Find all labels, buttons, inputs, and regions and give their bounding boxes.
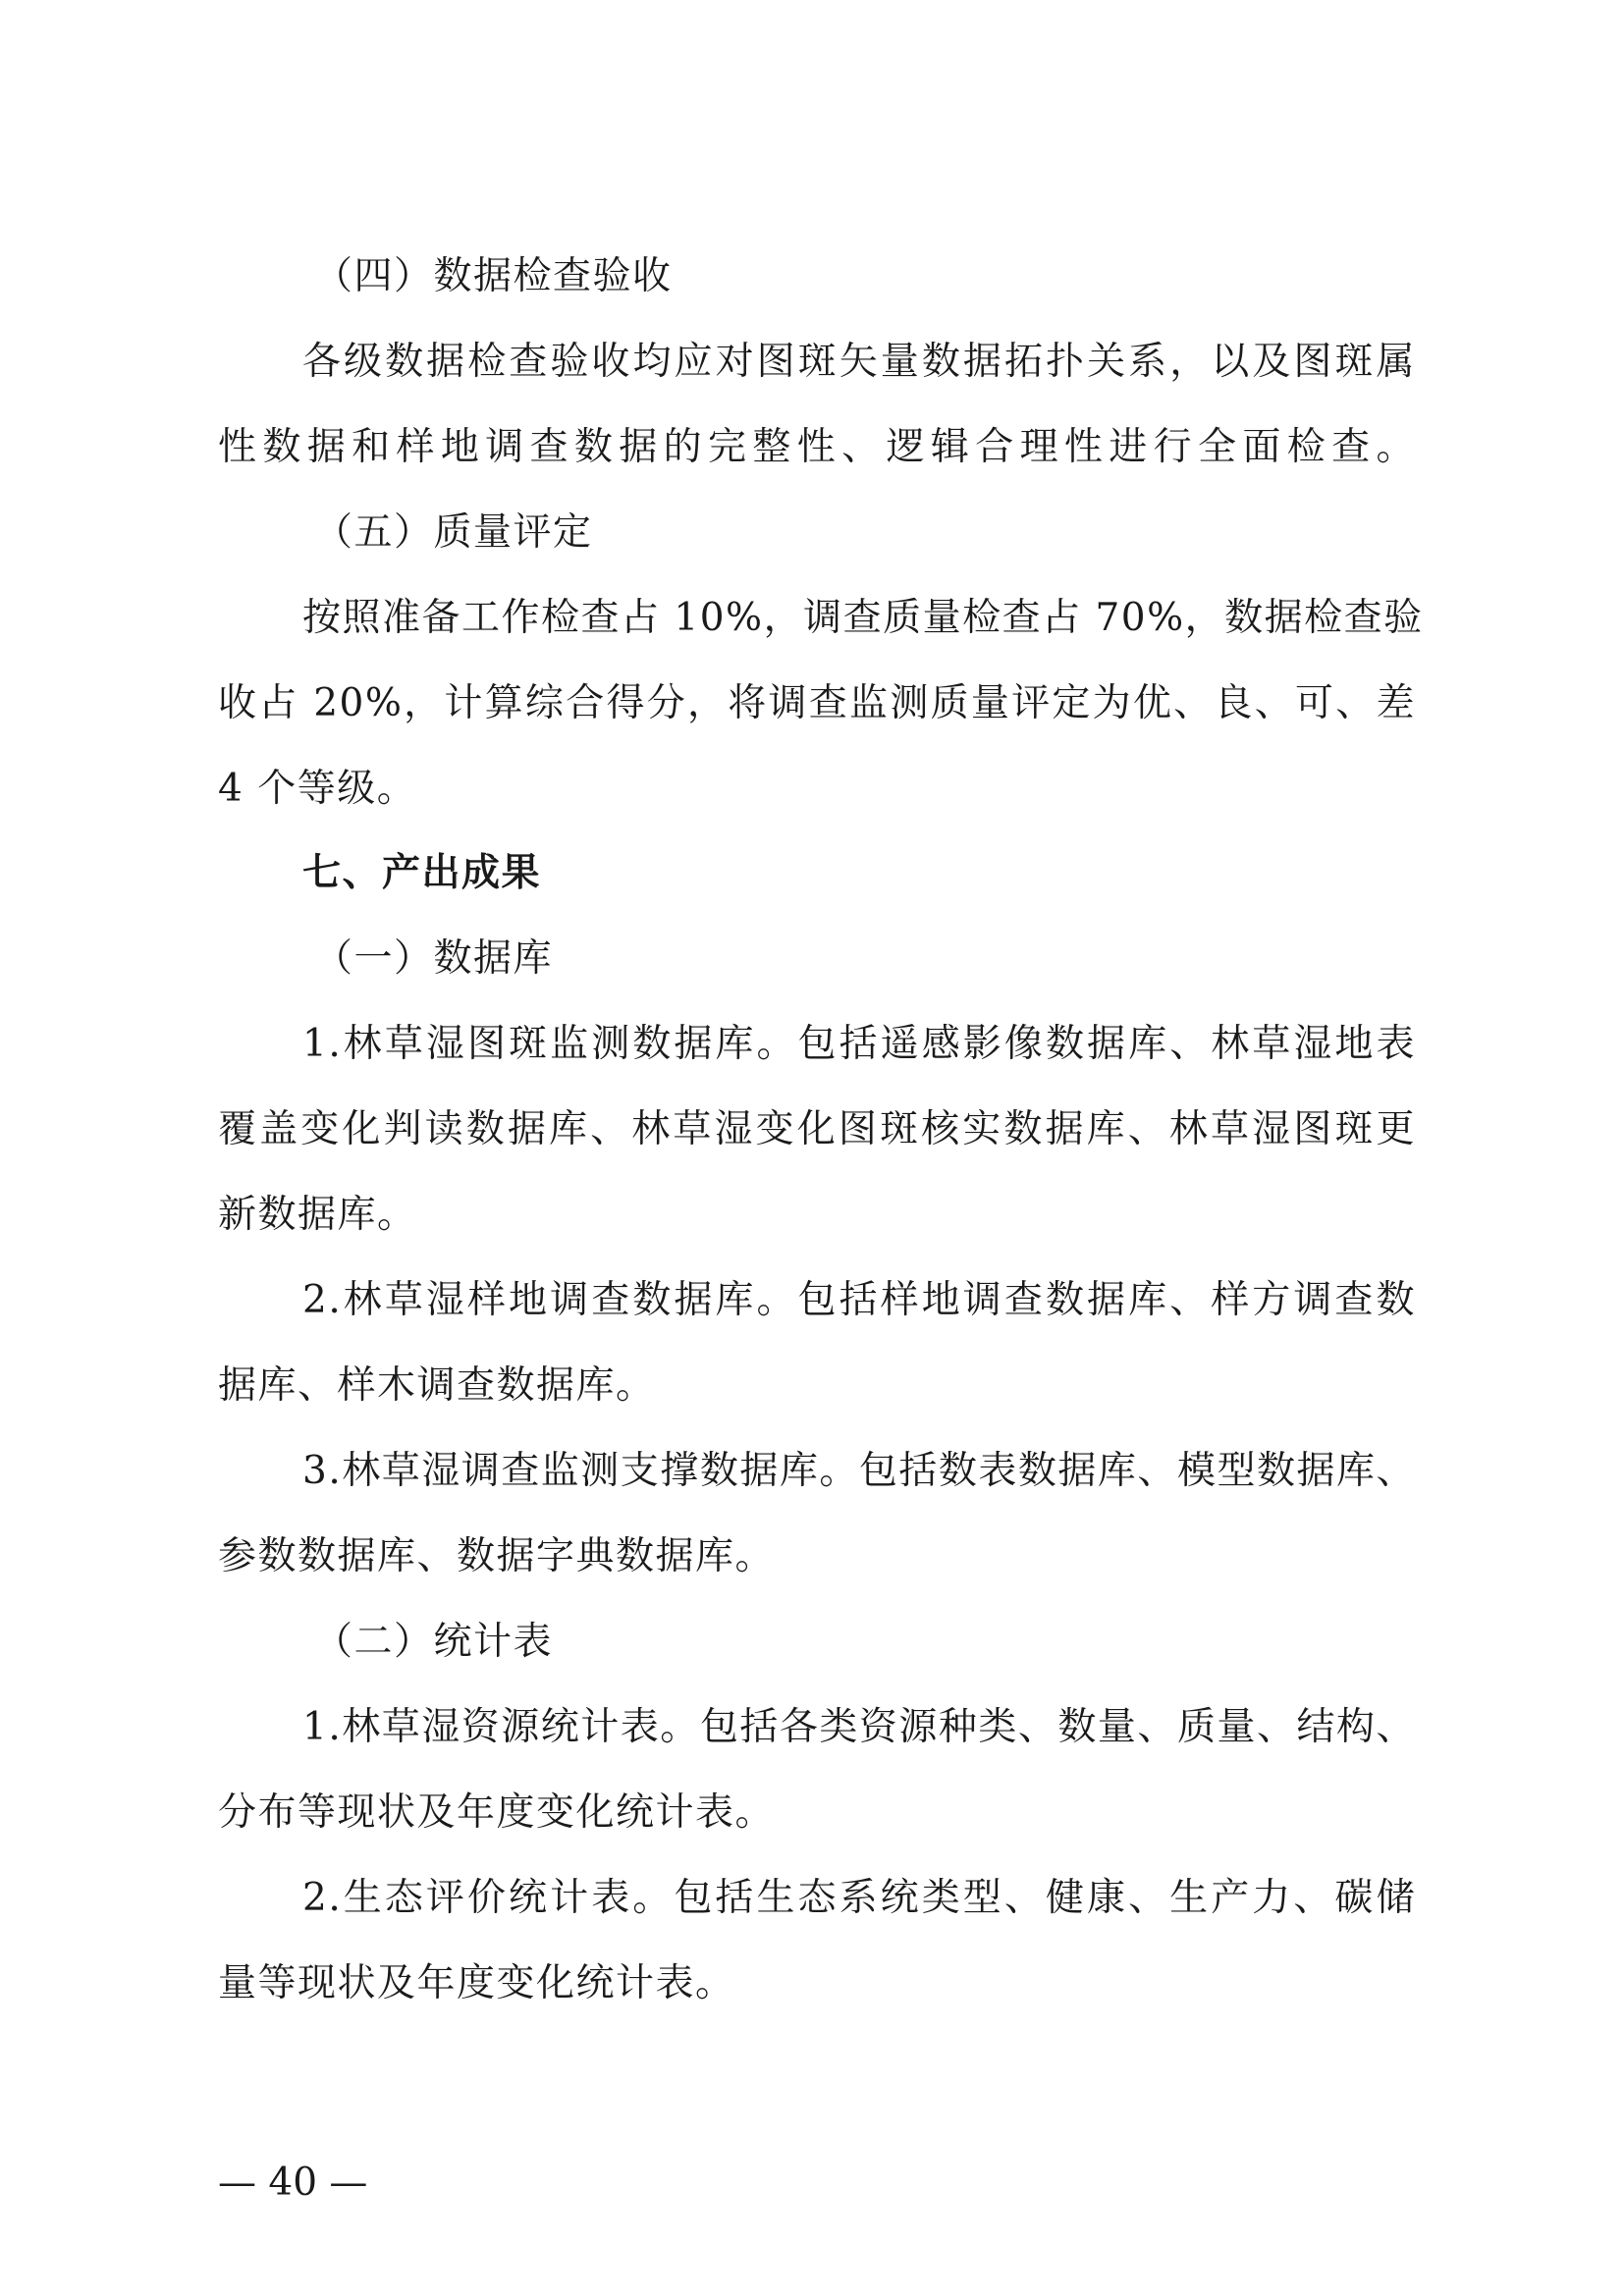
paragraph-line: 量等现状及年度变化统计表。 — [218, 1961, 735, 2005]
chapter-heading-outputs: 七、产出成果 — [302, 851, 542, 895]
section-heading-data-check: （四）数据检查验收 — [314, 254, 673, 298]
page-number: — 40 — — [218, 2161, 368, 2205]
paragraph-line: 按照准备工作检查占 10%，调查质量检查占 70%，数据检查验 — [302, 596, 1424, 640]
paragraph-line: 2.林草湿样地调查数据库。包括样地调查数据库、样方调查数 — [302, 1278, 1416, 1322]
paragraph-line: 1.林草湿图斑监测数据库。包括遥感影像数据库、林草湿地表 — [302, 1022, 1416, 1066]
paragraph-line: 4 个等级。 — [218, 767, 417, 811]
paragraph-line: 新数据库。 — [218, 1193, 417, 1237]
paragraph-line: 3.林草湿调查监测支撑数据库。包括数表数据库、模型数据库、 — [302, 1449, 1416, 1493]
paragraph-line: 2.生态评价统计表。包括生态系统类型、健康、生产力、碳储 — [302, 1876, 1416, 1920]
paragraph-line: 参数数据库、数据字典数据库。 — [218, 1534, 776, 1578]
section-heading-quality-evaluation: （五）质量评定 — [314, 510, 593, 555]
paragraph-line: 分布等现状及年度变化统计表。 — [218, 1790, 776, 1835]
paragraph-line: 1.林草湿资源统计表。包括各类资源种类、数量、质量、结构、 — [302, 1705, 1416, 1749]
paragraph-line: 覆盖变化判读数据库、林草湿变化图斑核实数据库、林草湿图斑更 — [218, 1107, 1416, 1151]
paragraph-line: 据库、样木调查数据库。 — [218, 1363, 656, 1408]
paragraph-line: 收占 20%，计算综合得分，将调查监测质量评定为优、良、可、差 — [218, 681, 1416, 725]
section-heading-database: （一）数据库 — [314, 936, 554, 981]
paragraph-line: 各级数据检查验收均应对图斑矢量数据拓扑关系，以及图斑属 — [302, 340, 1416, 384]
section-heading-statistics: （二）统计表 — [314, 1620, 554, 1664]
paragraph-line: 性数据和样地调查数据的完整性、逻辑合理性进行全面检查。 — [218, 425, 1416, 469]
